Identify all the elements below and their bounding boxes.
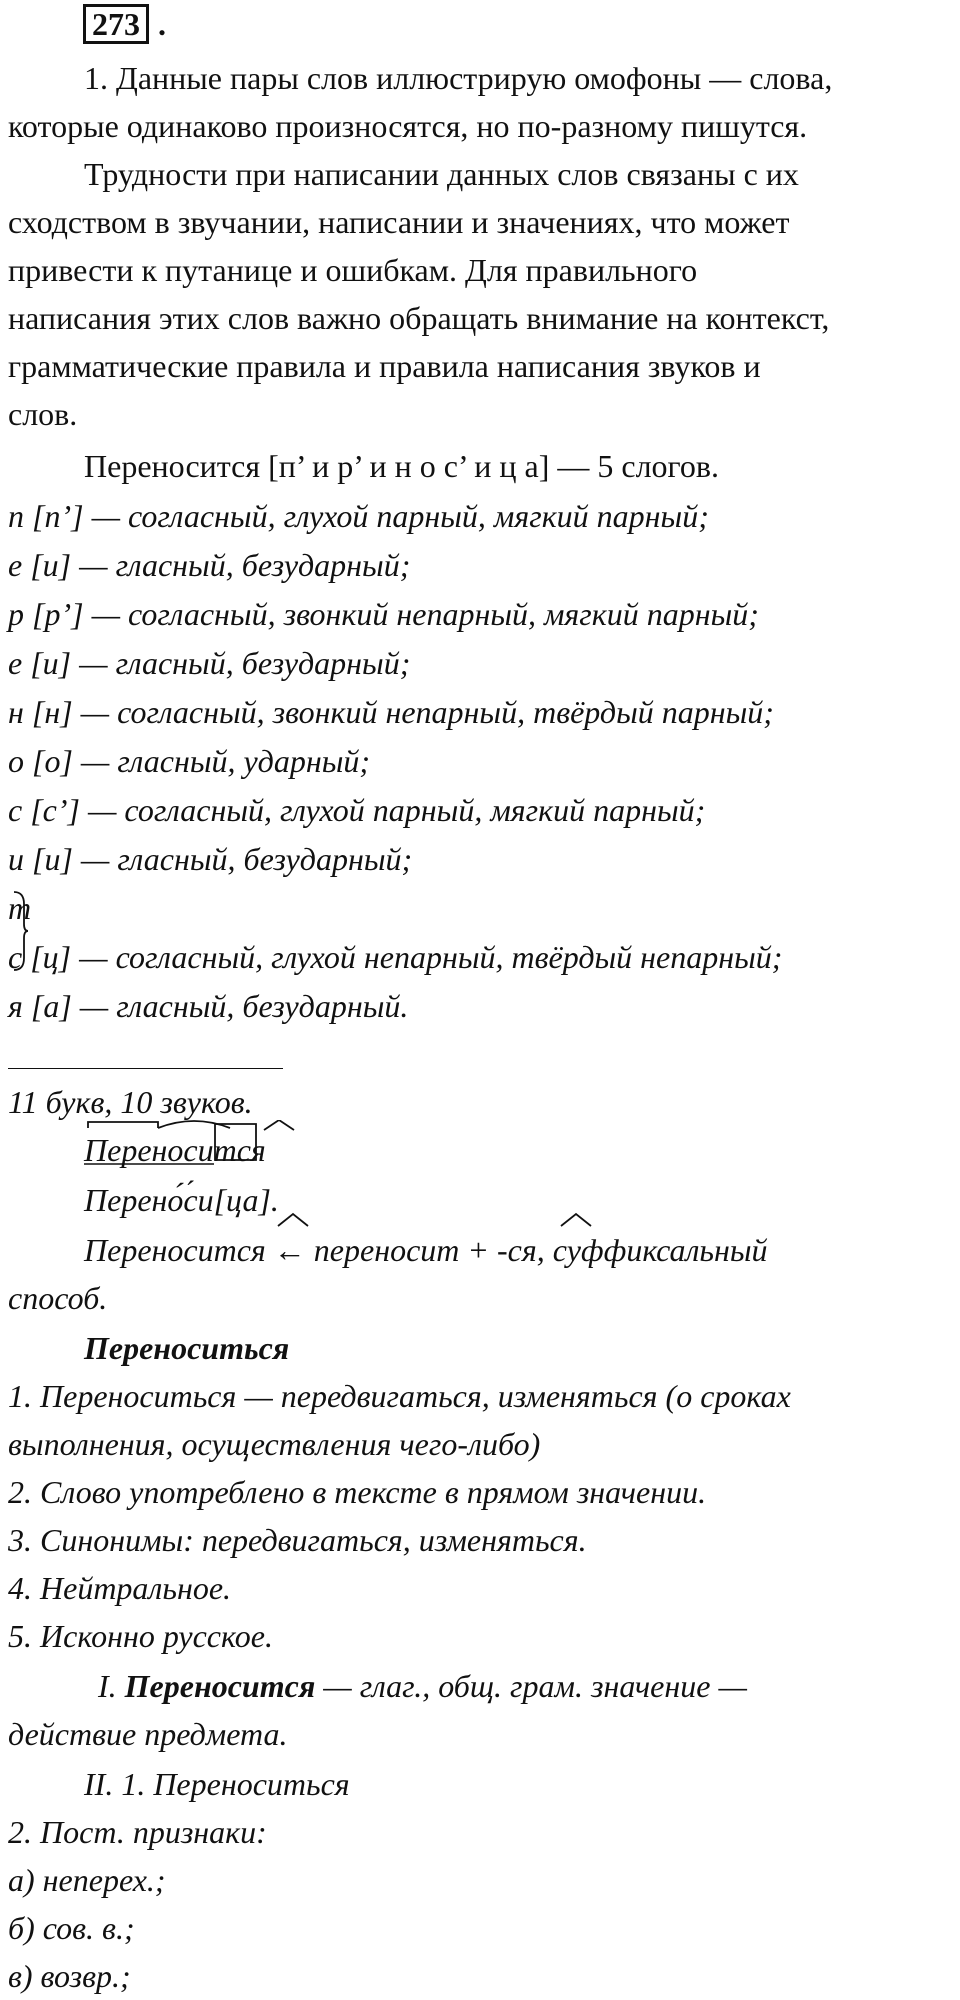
phonetic-row: р [р’] — согласный, звонкий непарный, мягкий парный; [8,596,759,632]
phonetic-row: е [и] — гласный, безударный; [8,547,411,583]
stressed-form [84,1180,279,1220]
phonetic-heading [84,446,719,486]
lexical-item: выполнения, осуществления чего-либо) [8,1426,541,1462]
lexical-item: 4. Нейтральное. [8,1570,232,1606]
phonetic-row: п [п’] — согласный, глухой парный, мягкий парный; [8,498,709,534]
difficulty-line: слов. [8,396,78,432]
difficulty-line: сходством в звучании, написании и значениях, что может [8,204,790,240]
intro-line: 1. Данные пары слов иллюстрирую омофоны — слова, [84,60,833,96]
stress-part: Перено [84,1182,184,1218]
exercise-number: 273 [83,4,149,44]
suffix-arc [559,1212,593,1228]
section-divider [8,1068,283,1069]
morph-feature: б) сов. в.; [8,1910,135,1946]
lexical-item: 5. Исконно русское. [8,1618,273,1654]
lexical-item: 3. Синонимы: передвигаться, изменяться. [8,1522,587,1558]
phonetic-row: н [н] — согласный, звонкий непарный, твёрдый парный; [8,694,774,730]
phonetic-row: я [а] — гласный, безударный. [8,988,409,1024]
phonetic-row: с [с’] — согласный, глухой парный, мягкий парный; [8,792,706,828]
suffix-arc [276,1212,310,1228]
part-description: — глаг., общ. грам. значение — [323,1668,747,1704]
morph-part-one [98,1666,747,1706]
stressed-letter: ́с ´ [183,1182,197,1218]
intro-line: которые одинаково произносятся, но по-разному пишутся. [8,108,808,144]
phonetic-syllables: — 5 слогов. [557,448,719,484]
stress-part: и[ца]. [197,1182,279,1218]
word-formation: способ. [8,1280,108,1316]
phonetic-row: и [и] — гласный, безударный; [8,841,413,877]
lexical-item: 1. Переноситься — передвигаться, изменяться (о сроках [8,1378,791,1414]
lexical-item: 2. Слово употреблено в тексте в прямом значении. [8,1474,707,1510]
letter-group-brace [12,890,28,972]
morphemic-word: Переносится [84,1132,266,1168]
difficulty-line: написания этих слов важно обращать внимание на контекст, [8,300,830,336]
phonetic-row: е [и] — гласный, безударный; [8,645,411,681]
part-number: I. [98,1668,117,1704]
letters-sounds-count: 11 букв, 10 звуков. [8,1084,253,1120]
parsed-word: Переносится [124,1668,316,1704]
morph-line: II. 1. Переноситься [84,1766,350,1802]
phonetic-transcription: [п’ и р’ и н о с’ и ц а] [268,448,550,484]
morph-feature: в) возвр.; [8,1958,131,1994]
difficulty-line: Трудности при написании данных слов связаны с их [84,156,799,192]
morph-feature: 2. Пост. признаки: [8,1814,267,1850]
phonetic-row: о [о] — гласный, ударный; [8,743,371,779]
difficulty-line: привести к путанице и ошибкам. Для правильного [8,252,698,288]
phonetic-row: с [ц] — согласный, глухой непарный, твёрдый непарный; [8,939,783,975]
phonetic-head-word: Переносится [84,448,261,484]
morpheme-marks [80,1120,320,1172]
phonetic-row: т [8,890,32,926]
lexical-title: Переноситься [84,1330,290,1366]
morph-feature: а) неперех.; [8,1862,166,1898]
difficulty-line: грамматические правила и правила написания звуков и [8,348,761,384]
exercise-number-dot: . [158,6,166,42]
word-formation: Переносится ← переносит + -ся, суффиксальный [84,1232,768,1268]
morph-line: действие предмета. [8,1716,288,1752]
